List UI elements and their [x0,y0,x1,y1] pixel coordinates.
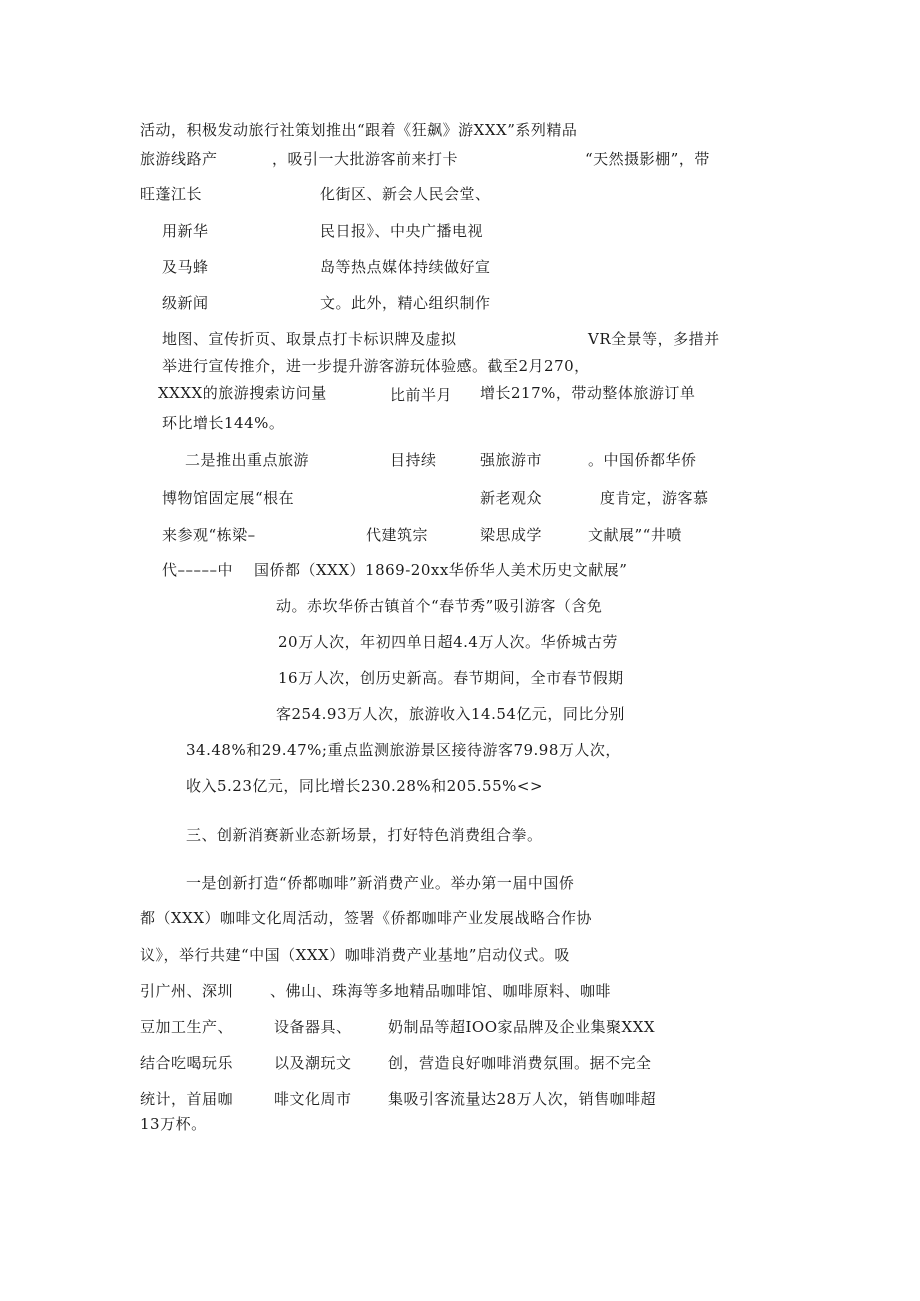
line-11-segment-1: 二是推出重点旅游 [185,451,310,469]
line-9-segment-1: XXXX的旅游搜索访问量 [158,384,327,402]
line-4-segment-1: 用新华 [162,222,209,240]
line-16-segment-1: 20万人次，年初四单日超4.4万人次。华侨城古劳 [278,633,618,651]
line-22-segment-1: 一是创新打造“侨都咖啡”新消费产业。举办第一届中国侨 [186,874,575,892]
line-28-segment-1: 统计，首届咖 [140,1090,234,1108]
line-12-segment-3: 度肯定，游客慕 [600,489,709,507]
line-25-segment-1: 引广州、深圳 [140,982,234,1000]
line-27-segment-1: 结合吃喝玩乐 [140,1054,234,1072]
line-7-segment-1: 地图、宣传折页、取景点打卡标识牌及虚拟 [162,330,457,348]
line-9-segment-2: 比前半月 [390,386,453,404]
line-13-segment-1: 来参观“栋梁– [162,526,256,544]
line-11-segment-3: 强旅游市 [480,451,543,469]
line-1-segment-1: 活动，积极发动旅行社策划推出“跟着《狂飙》游XXX”系列精品 [140,121,578,139]
line-26-segment-3: 奶制品等超IOO家品牌及企业集聚XXX [388,1018,656,1036]
section-heading-3: 三、创新消赛新业态新场景，打好特色消费组合拳。 [186,826,543,844]
line-9-segment-3: 增长217%，带动整体旅游订单 [480,384,696,402]
line-14-segment-2: 国侨都（XXX）1869-20xx华侨华人美术历史文献展” [254,561,628,579]
line-27-segment-2: 以及潮玩文 [274,1054,352,1072]
line-5-segment-2: 岛等热点媒体持续做好宣 [320,258,491,276]
line-25-segment-2: 、佛山、珠海等多地精品咖啡馆、咖啡原料、咖啡 [270,982,612,1000]
line-4-segment-2: 民日报》、中央广播电视 [320,222,484,240]
line-18-segment-1: 客254.93万人次，旅游收入14.54亿元，同比分别 [276,705,625,723]
line-17-segment-1: 16万人次，创历史新高。春节期间，全市春节假期 [278,669,624,687]
line-10-segment-1: 环比增长144%。 [162,414,285,432]
line-28-segment-3: 集吸引客流量达28万人次，销售咖啡超 [388,1090,657,1108]
line-3-segment-1: 旺蓬江长 [140,185,203,203]
line-6-segment-2: 文。此外，精心组织制作 [320,294,491,312]
line-5-segment-1: 及马蜂 [162,258,209,276]
line-13-segment-3: 梁思成学 [480,526,543,544]
line-26-segment-1: 豆加工生产、 [140,1018,234,1036]
line-26-segment-2: 设备器具、 [274,1018,352,1036]
line-11-segment-2: 目持续 [390,451,437,469]
line-12-segment-2: 新老观众 [480,489,543,507]
line-24-segment-1: 议》，举行共建“中国（XXX）咖啡消费产业基地”启动仪式。吸 [140,946,570,964]
line-2-segment-1: 旅游线路产 [140,150,218,168]
line-3-segment-2: 化街区、新会人民会堂、 [320,185,491,203]
line-20-segment-1: 收入5.23亿元，同比增长230.28%和205.55%<> [186,777,544,795]
line-23-segment-1: 都（XXX）咖啡文化周活动，签署《侨都咖啡产业发展战略合作协 [140,909,593,927]
line-12-segment-1: 博物馆固定展“根在 [162,489,295,507]
line-14-segment-1: 代–––––中 [162,561,234,579]
line-7-segment-2: VR全景等，多措并 [588,330,720,348]
line-27-segment-3: 创，营造良好咖啡消费氛围。据不完全 [388,1054,652,1072]
line-13-segment-2: 代建筑宗 [366,526,429,544]
line-19-segment-1: 34.48%和29.47%;重点监测旅游景区接待游客79.98万人次， [186,741,621,759]
line-6-segment-1: 级新闻 [162,294,209,312]
line-28-segment-2: 啡文化周市 [274,1090,352,1108]
line-2-segment-2: ，吸引一大批游客前来打卡 [272,150,459,168]
line-29-segment-1: 13万杯。 [140,1115,207,1133]
line-8-segment-1: 举进行宣传推介，进一步提升游客游玩体验感。截至2月270， [162,357,590,375]
line-13-segment-4: 文献展”“井喷 [588,526,682,544]
line-15-segment-1: 动。赤坎华侨古镇首个“春节秀”吸引游客（含免 [276,597,603,615]
line-11-segment-4: 。中国侨都华侨 [588,451,697,469]
line-2-segment-3: “天然摄影棚”，带 [585,150,710,168]
